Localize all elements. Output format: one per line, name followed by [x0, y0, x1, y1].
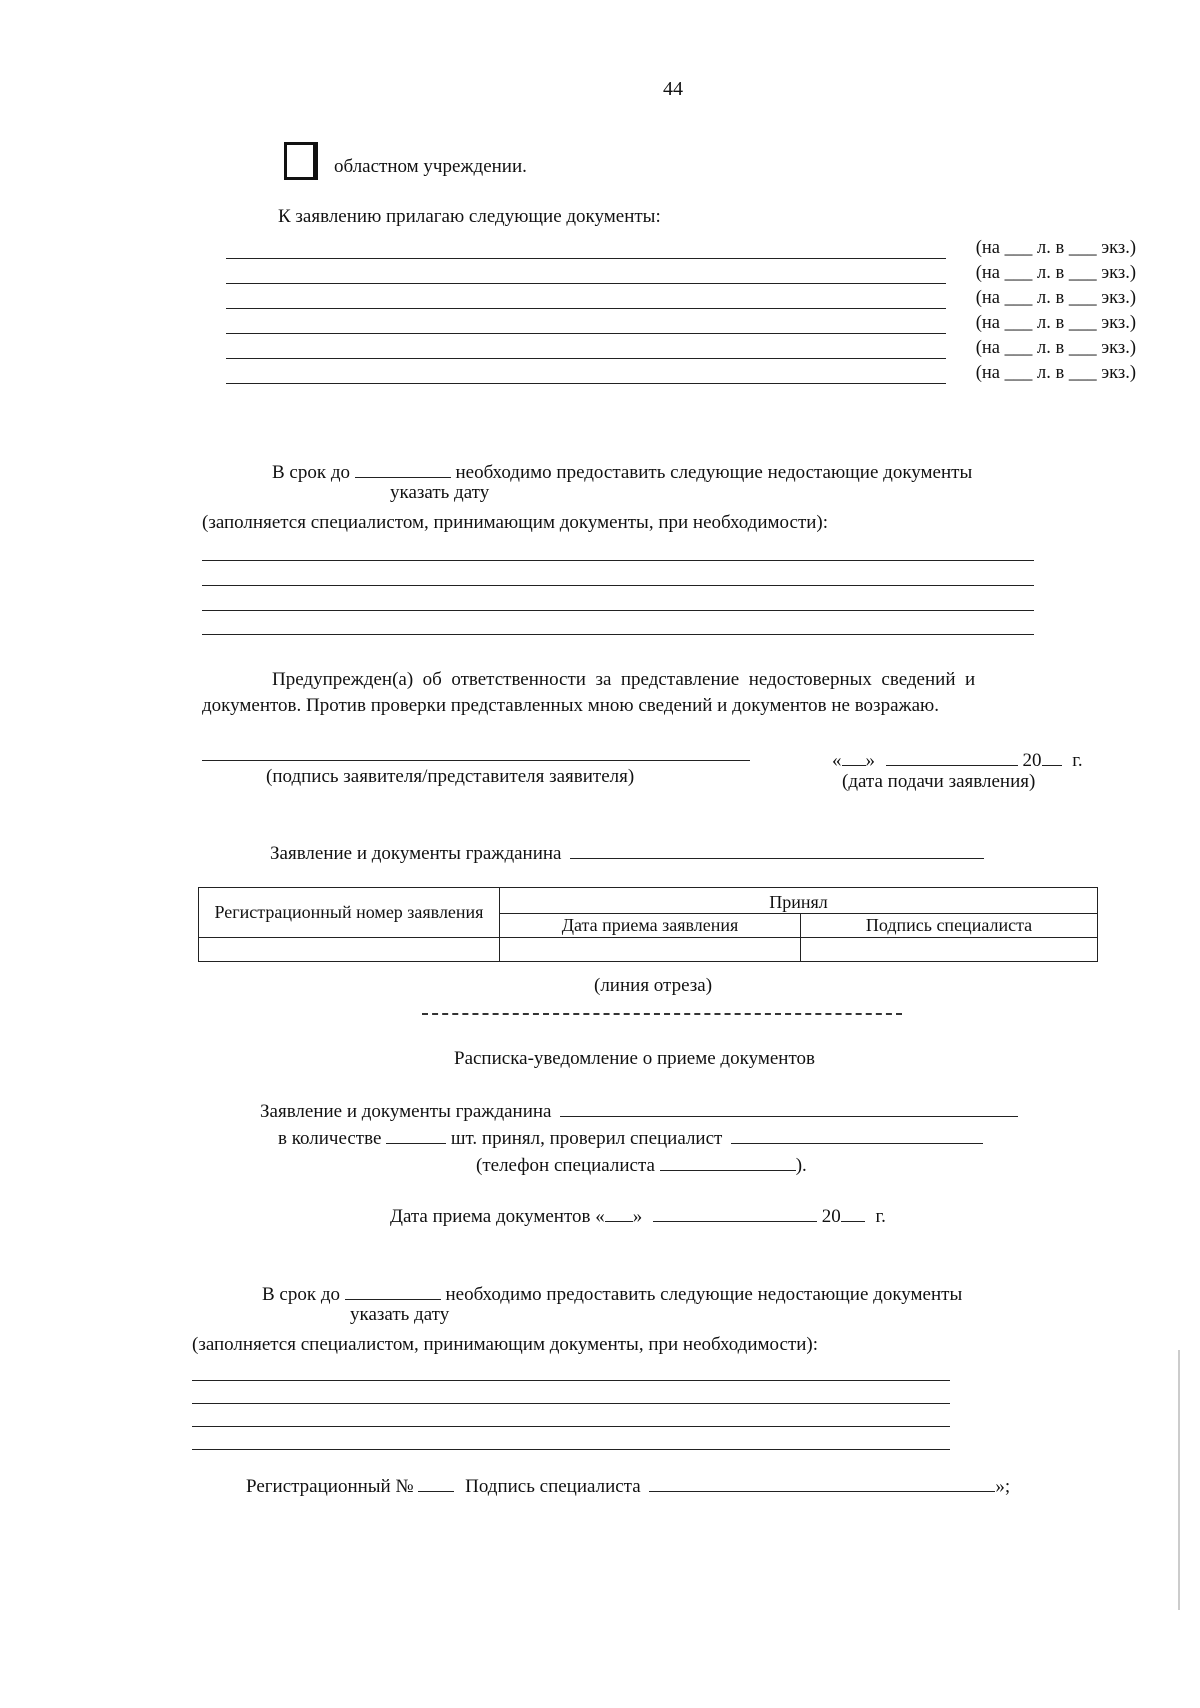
deadline-hint: указать дату	[390, 482, 490, 503]
final-sign-field[interactable]	[649, 1472, 995, 1492]
missing-doc-line[interactable]	[202, 560, 1034, 561]
cut-line-label: (линия отреза)	[594, 975, 713, 996]
reg-number-cell[interactable]	[199, 938, 500, 962]
receipt-qty-field[interactable]	[386, 1124, 446, 1144]
missing-doc-line[interactable]	[202, 610, 1034, 611]
date-year: 20	[1022, 750, 1042, 771]
receipt-line1	[260, 1097, 1018, 1123]
deadline2-date-field[interactable]	[345, 1280, 441, 1300]
date-day-field[interactable]	[842, 746, 866, 766]
warning-text-line2: документов. Против проверки представленных мною сведений и документов не возражаю.	[202, 695, 940, 716]
receipt-qty-suffix: шт. принял, проверил специалист	[450, 1128, 723, 1149]
scan-edge-mark	[1178, 1350, 1180, 1610]
receipt-title: Расписка-уведомление о приеме документов	[454, 1048, 815, 1069]
receipt-citizen-label: Заявление и документы гражданина	[260, 1101, 552, 1122]
receipt-date-day-field[interactable]	[605, 1202, 633, 1222]
final-sign-label: Подпись специалиста	[465, 1476, 641, 1497]
deadline2-line	[262, 1280, 962, 1306]
receipt-line2	[278, 1124, 983, 1150]
missing-doc-line-2[interactable]	[192, 1426, 950, 1427]
page-number: 44	[663, 78, 683, 100]
document-row[interactable]	[226, 263, 1136, 287]
final-reg-field[interactable]	[418, 1472, 454, 1492]
deadline2-note: (заполняется специалистом, принимающим документы, при необходимости):	[192, 1334, 819, 1355]
receipt-phone-suffix: ).	[795, 1155, 807, 1176]
document-row-count: (на ___ л. в ___ экз.)	[975, 338, 1136, 358]
deadline2-hint: указать дату	[350, 1304, 450, 1325]
date-cell[interactable]	[500, 938, 801, 962]
document-row[interactable]	[226, 313, 1136, 337]
document-row[interactable]	[226, 288, 1136, 312]
receipt-date-g: г.	[875, 1206, 886, 1227]
receipt-date-prefix: Дата приема документов «	[390, 1206, 605, 1227]
document-row-count: (на ___ л. в ___ экз.)	[975, 263, 1136, 283]
missing-doc-line[interactable]	[202, 634, 1034, 635]
receipt-date-mid: »	[632, 1206, 643, 1227]
citizen-docs-label: Заявление и документы гражданина	[270, 843, 562, 864]
document-row[interactable]	[226, 338, 1136, 362]
date-caption: (дата подачи заявления)	[842, 771, 1036, 792]
reg-number-header: Регистрационный номер заявления	[199, 888, 500, 938]
date-col-header: Дата приема заявления	[500, 914, 801, 938]
date-close-quote: »	[865, 750, 875, 771]
deadline-date-field[interactable]	[355, 458, 451, 478]
regional-institution-checkbox[interactable]	[284, 142, 318, 180]
receipt-date-year-field[interactable]	[841, 1202, 865, 1222]
citizen-docs-line	[270, 839, 984, 865]
date-open-quote: «	[832, 750, 842, 771]
receipt-date-line	[390, 1202, 886, 1228]
receipt-date-year: 20	[821, 1206, 841, 1227]
document-row-count: (на ___ л. в ___ экз.)	[975, 313, 1136, 333]
document-row-count: (на ___ л. в ___ экз.)	[975, 288, 1136, 308]
receipt-citizen-field[interactable]	[560, 1097, 1018, 1117]
registration-table	[198, 887, 1098, 962]
deadline2-prefix: В срок до	[262, 1284, 341, 1305]
document-row[interactable]	[226, 238, 1136, 262]
receipt-date-month-field[interactable]	[653, 1202, 817, 1222]
final-line	[246, 1472, 1010, 1498]
deadline-prefix: В срок до	[272, 462, 351, 483]
deadline-line	[272, 458, 972, 484]
date-year-field[interactable]	[1042, 746, 1062, 766]
deadline-note: (заполняется специалистом, принимающим документы, при необходимости):	[202, 512, 829, 533]
application-date	[832, 746, 1083, 772]
document-row-count: (на ___ л. в ___ экз.)	[975, 238, 1136, 258]
document-row-count: (на ___ л. в ___ экз.)	[975, 363, 1136, 383]
final-reg-label: Регистрационный №	[246, 1476, 414, 1497]
receipt-phone-field[interactable]	[660, 1151, 796, 1171]
receipt-qty-prefix: в количестве	[278, 1128, 382, 1149]
missing-doc-line-2[interactable]	[192, 1380, 950, 1381]
date-g: г.	[1072, 750, 1083, 771]
receipt-line3	[476, 1151, 807, 1177]
cut-line	[422, 1013, 902, 1015]
missing-doc-line-2[interactable]	[192, 1449, 950, 1450]
missing-doc-line-2[interactable]	[192, 1403, 950, 1404]
deadline2-suffix: необходимо предоставить следующие недостающие документы	[445, 1284, 963, 1305]
receipt-specialist-field[interactable]	[731, 1124, 983, 1144]
missing-doc-line[interactable]	[202, 585, 1034, 586]
accepted-header: Принял	[500, 888, 1098, 914]
document-row[interactable]	[226, 363, 1136, 387]
signature-caption: (подпись заявителя/представителя заявителя)	[266, 766, 635, 787]
sign-cell[interactable]	[801, 938, 1098, 962]
attach-heading: К заявлению прилагаю следующие документы:	[278, 206, 661, 227]
applicant-signature-line[interactable]	[202, 760, 750, 761]
deadline-suffix: необходимо предоставить следующие недостающие документы	[455, 462, 973, 483]
checkbox-label: областном учреждении.	[334, 156, 527, 177]
sign-col-header: Подпись специалиста	[801, 914, 1098, 938]
final-end: »;	[995, 1476, 1011, 1497]
citizen-name-field[interactable]	[570, 839, 984, 859]
warning-text-line1: Предупрежден(а) об ответственности за представление недостоверных сведений и	[272, 669, 976, 690]
date-month-field[interactable]	[886, 746, 1018, 766]
receipt-phone-prefix: (телефон специалиста	[476, 1155, 655, 1176]
